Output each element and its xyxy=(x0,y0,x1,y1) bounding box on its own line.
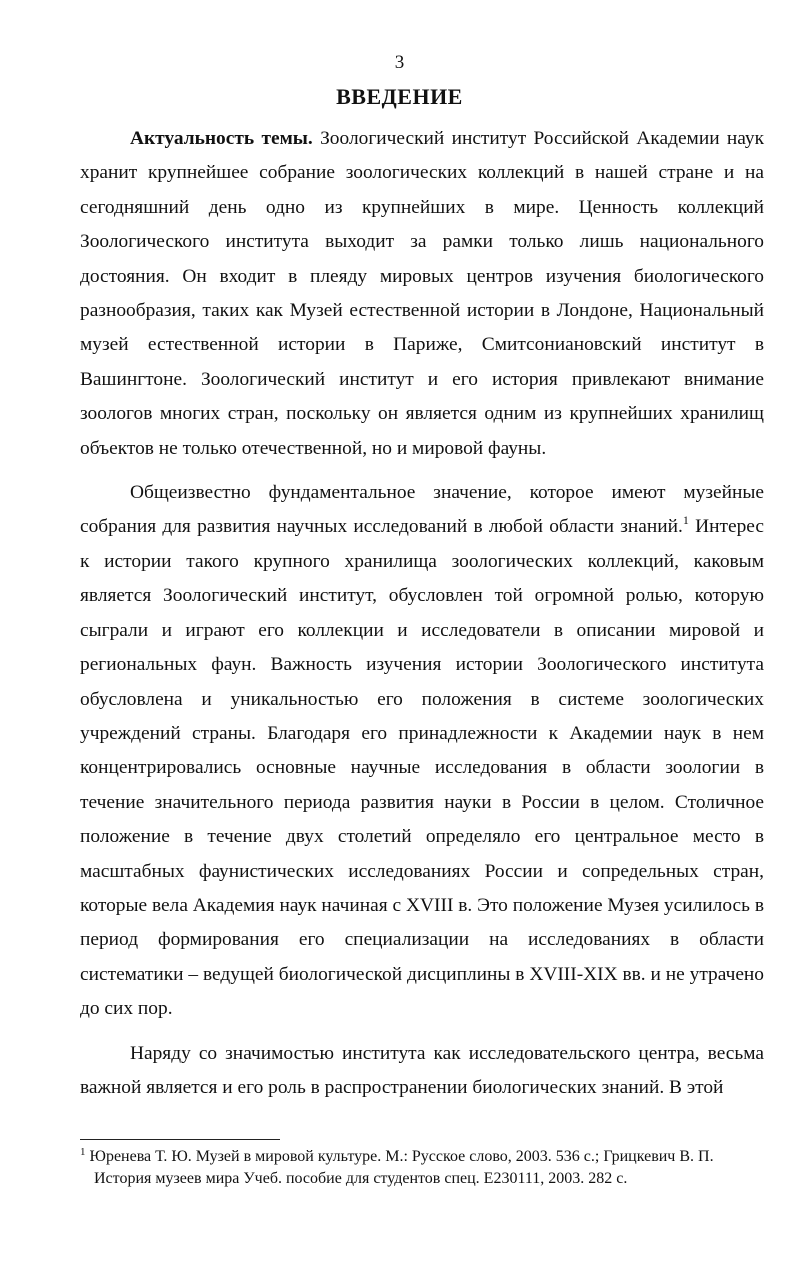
page-title: ВВЕДЕНИЕ xyxy=(336,84,463,109)
paragraph-text: Общеизвестно фундаментальное значение, которое имеют музейные собрания для развития научных исследований в любой области знаний. xyxy=(80,482,764,538)
paragraph-text: Интерес к истории такого крупного хранилища зоологических коллекций, каковым является Зоологический институт, обусловлен той огромной ролью, которую сыграли и играют его коллекции и исследователи в описании мировой и региональных фаун. Важность изучения истории Зоологического института обусловлена и уникальностью его положения в системе зоологических учреждений страны. Благодаря его принадлежности к Академии наук в нем концентрировались основные научные исследования в области зоологии в течение значительного периода развития науки в России в целом. Столичное положение в течение двух столетий определяло его центральное место в масштабных фаунистических исследованиях России и сопредельных стран, которые вела Академия наук начиная с XVIII в. Это положение Музея усилилось в период формирования его специализации на исследованиях в области систематики – ведущей биологической дисциплины в XVIII-XIX вв. и не утрачено до сих пор. xyxy=(80,516,764,1020)
body-text xyxy=(80,122,764,1115)
footnote-divider xyxy=(80,1139,280,1140)
footnote-reference[interactable]: 1 xyxy=(682,513,689,528)
paragraph-significance xyxy=(80,476,764,1027)
footnote-line xyxy=(80,1146,768,1168)
paragraph-text: Зоологический институт Российской Академии наук хранит крупнейшее собрание зоологических коллекций в нашей стране и на сегодняшний день одно из крупнейших в мире. Ценность коллекций Зоологического института выходит за рамки только лишь национального достояния. Он входит в плеяду мировых центров изучения биологического разнообразия, таких как Музей естественной истории в Лондоне, Национальный музей естественной истории в Париже, Смитсониановский институт в Вашингтоне. Зоологический институт и его история привлекают внимание зоологов многих стран, поскольку он является одним из крупнейших хранилищ объектов не только отечественной, но и мировой фауны. xyxy=(80,128,764,459)
footnote-text: Юренева Т. Ю. Музей в мировой культуре. М.: Русское слово, 2003. 536 с.; Грицкевич В. П. xyxy=(89,1148,714,1165)
paragraph-relevance xyxy=(80,122,764,466)
paragraph-lead: Актуальность темы. xyxy=(130,128,313,149)
page-number: 3 xyxy=(394,52,405,73)
footnote-line xyxy=(80,1168,768,1190)
footnote-text: История музеев мира Учеб. пособие для студентов спец. Е230111, 2003. 282 с. xyxy=(94,1170,628,1187)
footnote xyxy=(80,1146,768,1190)
paragraph-text: Наряду со значимостью института как исследовательского центра, весьма важной является и его роль в распространении биологических знаний. В этой xyxy=(80,1042,764,1098)
paragraph-role xyxy=(80,1037,764,1106)
footnote-marker: 1 xyxy=(80,1146,86,1158)
